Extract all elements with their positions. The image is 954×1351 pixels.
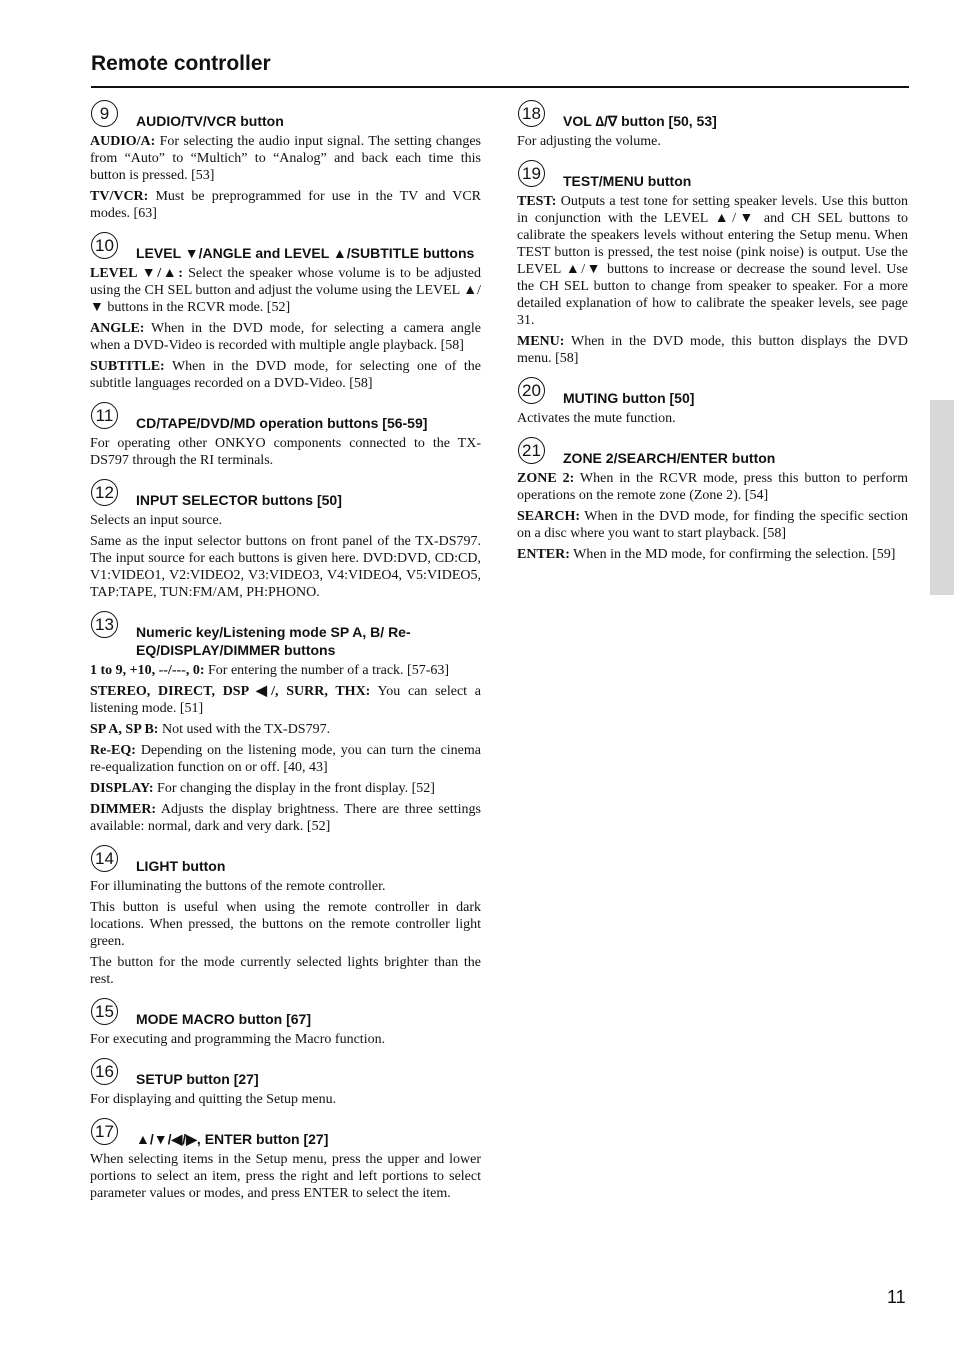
section-heading: ZONE 2/SEARCH/ENTER button <box>563 450 776 466</box>
section-15 <box>90 996 481 1048</box>
paragraph-text: When in the DVD mode, this button displays the DVD menu. [58] <box>517 334 908 366</box>
circled-number: 16 <box>91 1058 118 1085</box>
section-header <box>517 158 908 190</box>
paragraph-label: AUDIO/A: <box>90 134 156 149</box>
paragraph <box>90 265 481 316</box>
paragraph-text: The button for the mode currently selected lights brighter than the rest. <box>90 955 481 987</box>
section-header <box>90 477 481 509</box>
section-heading: VOL ∆/∇ button [50, 53] <box>563 113 717 129</box>
section-10 <box>90 230 481 392</box>
section-16 <box>90 1056 481 1108</box>
section-19 <box>517 158 908 367</box>
paragraph-text: When in the DVD mode, for selecting a camera angle when a DVD-Video is recorded with multiple angle playback. [58] <box>90 321 481 353</box>
paragraph-label: ANGLE: <box>90 321 145 336</box>
circled-number: 17 <box>91 1118 118 1145</box>
paragraph <box>90 801 481 835</box>
section-20 <box>517 375 908 427</box>
paragraph <box>90 683 481 717</box>
section-header <box>517 435 908 467</box>
circled-number: 19 <box>518 160 545 187</box>
section-heading: MUTING button [50] <box>563 390 695 406</box>
section-18 <box>517 98 908 150</box>
paragraph-text: Selects an input source. <box>90 513 223 528</box>
paragraph <box>90 320 481 354</box>
section-header <box>90 1116 481 1148</box>
paragraph-text: For changing the display in the front display. [52] <box>153 781 435 796</box>
page-number: 11 <box>887 1287 906 1307</box>
section-header <box>90 230 481 262</box>
paragraph <box>90 512 481 529</box>
left-column <box>90 98 481 1210</box>
section-17 <box>90 1116 481 1202</box>
paragraph-text: When in the MD mode, for confirming the selection. [59] <box>569 547 896 562</box>
section-heading: MODE MACRO button [67] <box>136 1011 311 1027</box>
section-heading: CD/TAPE/DVD/MD operation buttons [56-59] <box>136 415 428 431</box>
paragraph-text: For illuminating the buttons of the remote controller. <box>90 879 386 894</box>
paragraph <box>517 546 908 563</box>
section-header <box>517 98 908 130</box>
circled-number: 10 <box>91 232 118 259</box>
section-header <box>90 609 481 659</box>
circled-number: 14 <box>91 845 118 872</box>
paragraph-text: Depending on the listening mode, you can turn the cinema re-equalization function on or off. [40, 43] <box>90 743 481 775</box>
paragraph <box>90 721 481 738</box>
paragraph-label: SP A, SP B: <box>90 722 159 737</box>
paragraph <box>90 780 481 797</box>
paragraph-label: STEREO, DIRECT, DSP ◀/, SURR, THX: <box>90 684 371 699</box>
paragraph <box>90 878 481 895</box>
paragraph-text: Activates the mute function. <box>517 411 676 426</box>
paragraph <box>517 133 908 150</box>
paragraph <box>517 410 908 427</box>
paragraph-text: Not used with the TX-DS797. <box>158 722 331 737</box>
paragraph-text: This button is useful when using the remote controller in dark locations. When pressed, the buttons on the remote controller light green. <box>90 900 481 949</box>
paragraph <box>517 470 908 504</box>
paragraph <box>517 333 908 367</box>
paragraph-label: SEARCH: <box>517 509 581 524</box>
paragraph-text: When in the RCVR mode, press this button to perform operations on the remote zone (Zone 2). [54] <box>517 471 908 503</box>
section-11 <box>90 400 481 469</box>
paragraph-label: DISPLAY: <box>90 781 154 796</box>
paragraph <box>90 1151 481 1202</box>
circled-number: 11 <box>91 402 118 429</box>
paragraph-text: Outputs a test tone for setting speaker levels. Use this button in conjunction with the LEVEL ▲/▼ and CH SEL buttons to calibrate the speakers levels without entering the Setup menu. When TEST button is pressed, the test noise (pink noise) is output. Use the LEVEL ▲/▼ buttons to increase or decrease the sound level. Use the CH SEL button to change from speaker to speaker. For a more detailed explanation of how to calibrate the speaker levels, see page 31. <box>517 194 908 328</box>
section-heading: Numeric key/Listening mode SP A, B/ Re-EQ/DISPLAY/DIMMER buttons <box>136 624 411 658</box>
circled-number: 9 <box>91 100 118 127</box>
paragraph-text: For operating other ONKYO components connected to the TX-DS797 through the RI terminals. <box>90 436 481 468</box>
title-rule <box>91 86 909 88</box>
paragraph <box>90 133 481 184</box>
paragraph-text: Same as the input selector buttons on front panel of the TX-DS797. The input source for each buttons is given here. DVD:DVD, CD:CD, V1:VIDEO1, V2:VIDEO2, V3:VIDEO3, V4:VIDEO4, V5:VIDEO5, TAP:TAPE, TUN:FM/AM, PH:PHONO. <box>90 534 481 600</box>
side-tab <box>930 400 954 595</box>
circled-number: 20 <box>518 377 545 404</box>
section-9 <box>90 98 481 222</box>
paragraph-label: ZONE 2: <box>517 471 575 486</box>
circled-number: 13 <box>91 611 118 638</box>
paragraph <box>90 1031 481 1048</box>
circled-number: 18 <box>518 100 545 127</box>
paragraph-label: 1 to 9, +10, --/---, 0: <box>90 663 205 678</box>
section-14 <box>90 843 481 988</box>
section-heading: INPUT SELECTOR buttons [50] <box>136 492 342 508</box>
paragraph-text: For selecting the audio input signal. The setting changes from “Auto” to “Multich” to “Analog” and back each time this button is pressed. [53] <box>90 134 481 183</box>
paragraph-text: For adjusting the volume. <box>517 134 661 149</box>
paragraph-label: LEVEL ▼/▲: <box>90 266 183 281</box>
section-21 <box>517 435 908 563</box>
section-header <box>90 843 481 875</box>
circled-number: 12 <box>91 479 118 506</box>
paragraph <box>90 435 481 469</box>
section-header <box>90 996 481 1028</box>
right-column <box>517 98 908 571</box>
section-header <box>90 1056 481 1088</box>
paragraph <box>90 533 481 601</box>
section-heading: ▲/▼/◀/▶, ENTER button [27] <box>136 1131 329 1147</box>
paragraph-text: For executing and programming the Macro function. <box>90 1032 386 1047</box>
paragraph <box>90 358 481 392</box>
paragraph-text: When in the DVD mode, for finding the specific section on a disc where you want to start playback. [58] <box>517 509 908 541</box>
paragraph-label: ENTER: <box>517 547 570 562</box>
section-heading: SETUP button [27] <box>136 1071 259 1087</box>
section-13 <box>90 609 481 835</box>
section-header <box>90 400 481 432</box>
paragraph-text: For entering the number of a track. [57-63] <box>204 663 450 678</box>
paragraph <box>517 193 908 329</box>
page-title: Remote controller <box>91 52 271 75</box>
paragraph-text: Select the speaker whose volume is to be adjusted using the CH SEL button and adjust the volume using the LEVEL ▲/▼ buttons in the RCVR mode. [52] <box>90 266 481 315</box>
paragraph-label: SUBTITLE: <box>90 359 165 374</box>
section-heading: TEST/MENU button <box>563 173 692 189</box>
paragraph-text: Must be preprogrammed for use in the TV and VCR modes. [63] <box>90 189 481 221</box>
paragraph-text: You can select a listening mode. [51] <box>90 684 481 716</box>
paragraph <box>90 1091 481 1108</box>
circled-number: 15 <box>91 998 118 1025</box>
paragraph <box>90 954 481 988</box>
paragraph-text: Adjusts the display brightness. There are three settings available: normal, dark and very dark. [52] <box>90 802 481 834</box>
paragraph <box>90 742 481 776</box>
section-heading: LIGHT button <box>136 858 226 874</box>
paragraph-label: MENU: <box>517 334 565 349</box>
circled-number: 21 <box>518 437 545 464</box>
section-header <box>517 375 908 407</box>
section-header <box>90 98 481 130</box>
section-heading: AUDIO/TV/VCR button <box>136 113 284 129</box>
paragraph-text: When selecting items in the Setup menu, press the upper and lower portions to select an item, press the right and left portions to select parameter values or modes, and press ENTER to select the item. <box>90 1152 481 1201</box>
paragraph-label: Re-EQ: <box>90 743 136 758</box>
paragraph-text: For displaying and quitting the Setup menu. <box>90 1092 337 1107</box>
paragraph <box>90 188 481 222</box>
paragraph-label: DIMMER: <box>90 802 157 817</box>
paragraph <box>517 508 908 542</box>
paragraph-label: TV/VCR: <box>90 189 149 204</box>
section-12 <box>90 477 481 601</box>
paragraph-label: TEST: <box>517 194 557 209</box>
paragraph-text: When in the DVD mode, for selecting one of the subtitle languages recorded on a DVD-Video. [58] <box>90 359 481 391</box>
paragraph <box>90 662 481 679</box>
section-heading: LEVEL ▼/ANGLE and LEVEL ▲/SUBTITLE buttons <box>136 245 475 261</box>
paragraph <box>90 899 481 950</box>
